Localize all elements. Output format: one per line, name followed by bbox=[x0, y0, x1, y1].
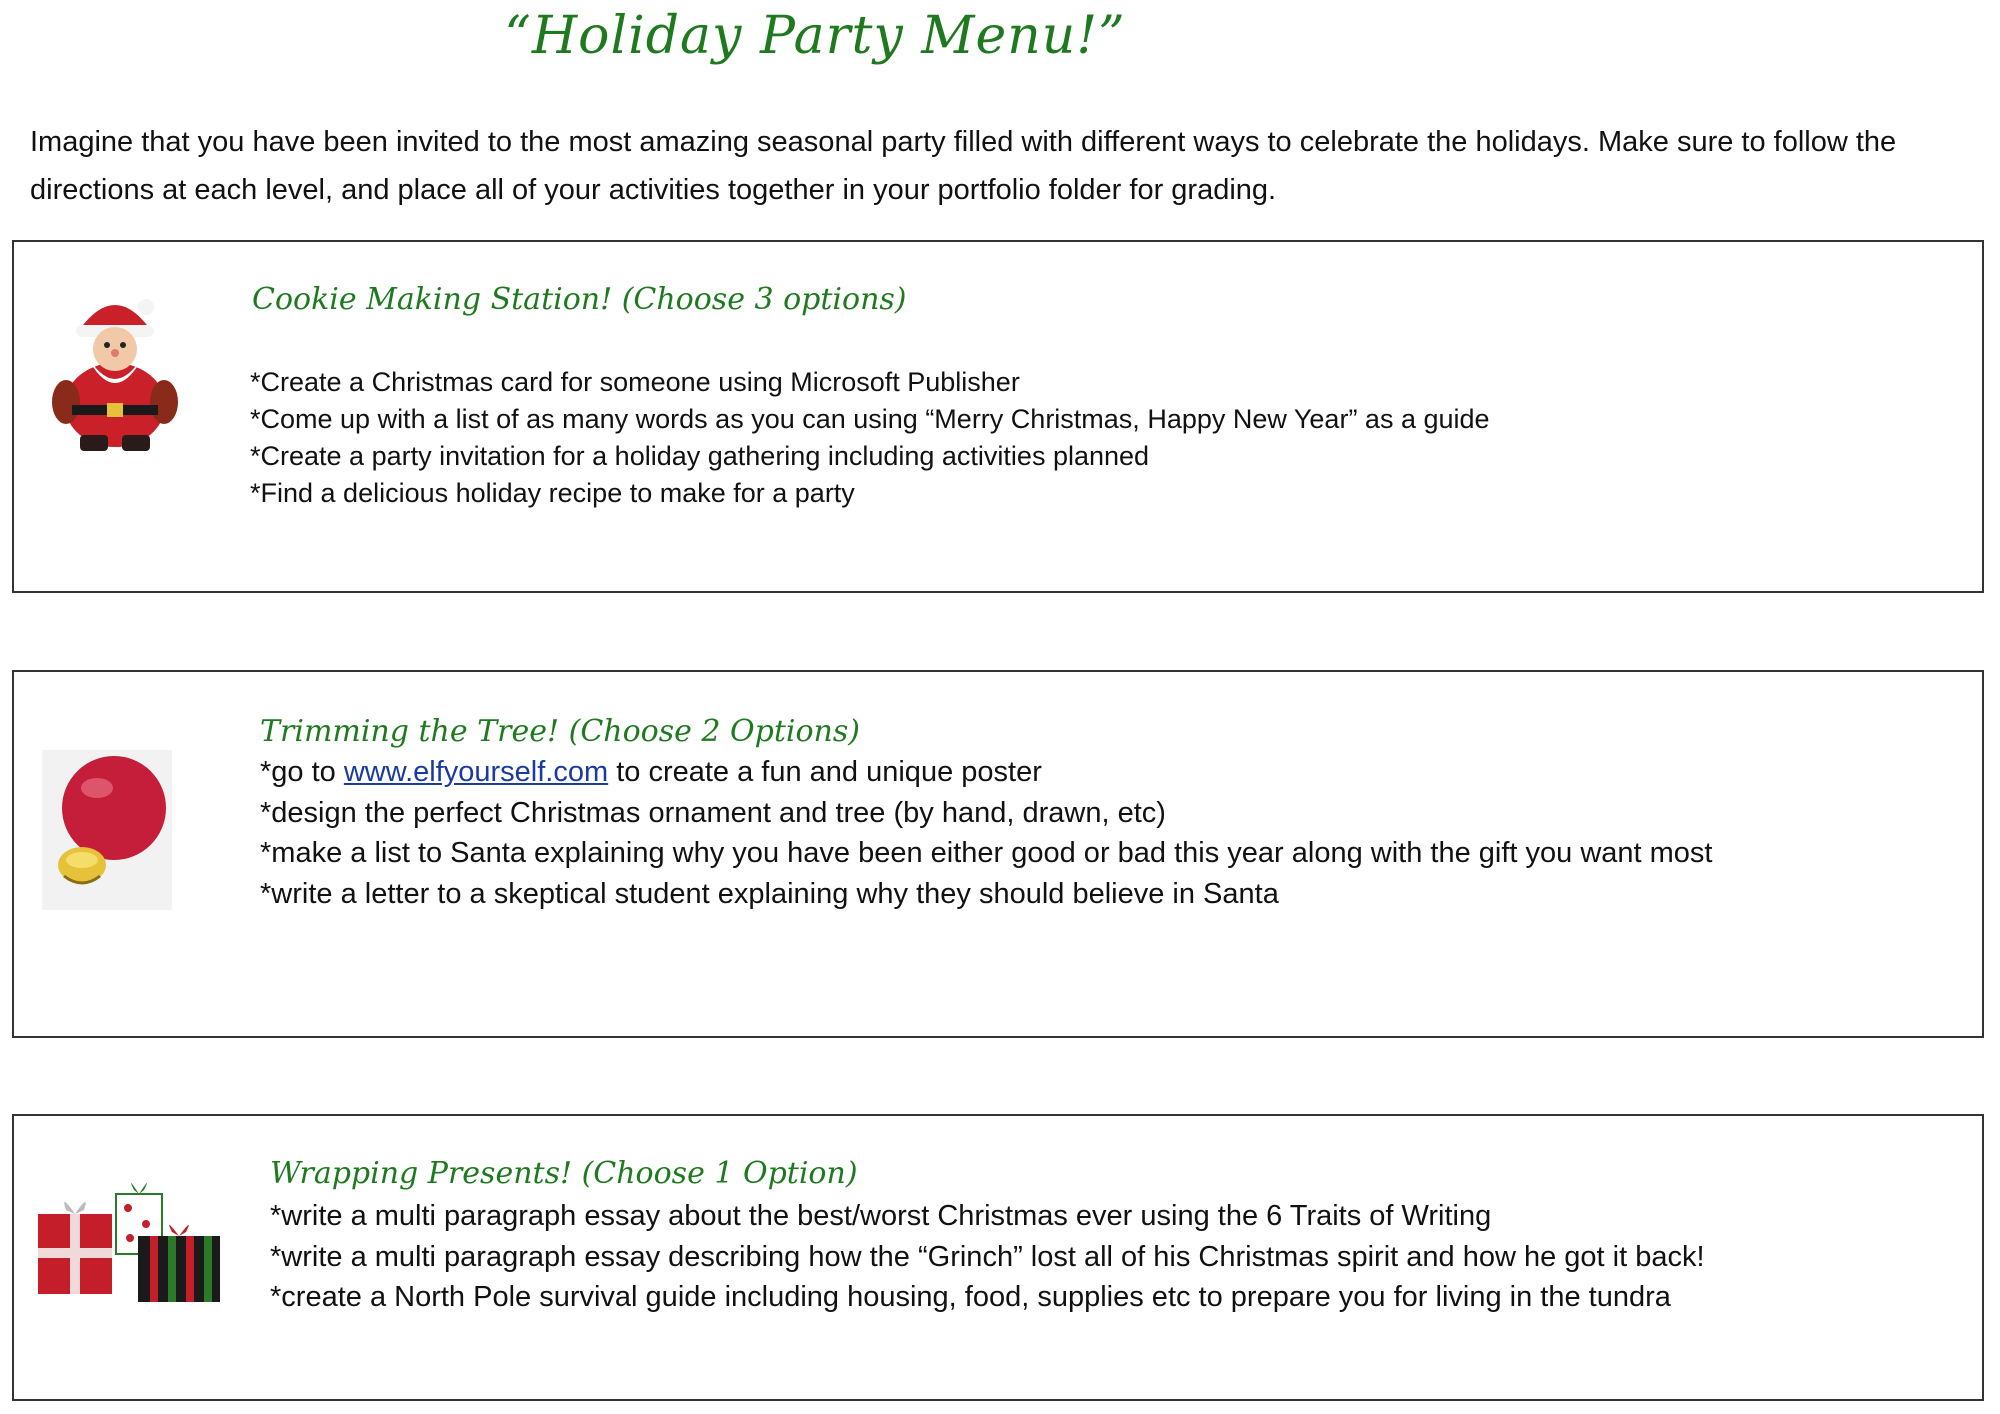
section-heading: Wrapping Presents! (Choose 1 Option) bbox=[270, 1156, 858, 1191]
list-item: *design the perfect Christmas ornament and tree (by hand, drawn, etc) bbox=[260, 796, 1166, 829]
list-item: *Create a party invitation for a holiday gathering including activities planned bbox=[250, 441, 1150, 471]
list-item bbox=[260, 752, 1712, 793]
elfyourself-link[interactable]: www.elfyourself.com bbox=[343, 756, 609, 788]
list-item: *create a North Pole survival guide including housing, food, supplies etc to prepare you for living in the tundra bbox=[270, 1281, 1671, 1313]
santa-cookie-icon bbox=[50, 287, 180, 457]
list-item: *write a letter to a skeptical student explaining why they should believe in Santa bbox=[260, 877, 1279, 910]
list-item: *Come up with a list of as many words as you can using “Merry Christmas, Happy New Year” as a guide bbox=[250, 404, 1490, 434]
list-item: *write a multi paragraph essay about the best/worst Christmas ever using the 6 Traits of Writing bbox=[270, 1200, 1492, 1232]
option-list bbox=[250, 364, 1490, 512]
ornament-icon bbox=[42, 750, 172, 910]
section-heading: Cookie Making Station! (Choose 3 options) bbox=[252, 282, 907, 317]
option-list bbox=[260, 752, 1712, 914]
page-title: “Holiday Party Menu!” bbox=[504, 6, 1126, 66]
list-item: *Create a Christmas card for someone using Microsoft Publisher bbox=[250, 367, 1020, 397]
section-heading: Trimming the Tree! (Choose 2 Options) bbox=[260, 714, 860, 749]
list-item: *make a list to Santa explaining why you have been either good or bad this year along with the gift you want most bbox=[260, 837, 1713, 869]
trimming-tree-section bbox=[12, 670, 1984, 1038]
item-prefix: *go to bbox=[260, 756, 344, 788]
wrapping-presents-section bbox=[12, 1114, 1984, 1401]
item-suffix: to create a fun and unique poster bbox=[608, 756, 1042, 788]
option-list bbox=[270, 1196, 1705, 1318]
intro-paragraph: Imagine that you have been invited to the most amazing seasonal party filled with different ways to celebrate the holidays. Make sure to follow the directions at each level, and place all of your activities together in your portfolio folder for grading. bbox=[30, 126, 1897, 206]
presents-icon bbox=[34, 1172, 244, 1312]
list-item: *Find a delicious holiday recipe to make for a party bbox=[250, 478, 855, 508]
cookie-making-section bbox=[12, 240, 1984, 593]
list-item: *write a multi paragraph essay describing how the “Grinch” lost all of his Christmas spirit and how he got it back! bbox=[270, 1240, 1705, 1273]
